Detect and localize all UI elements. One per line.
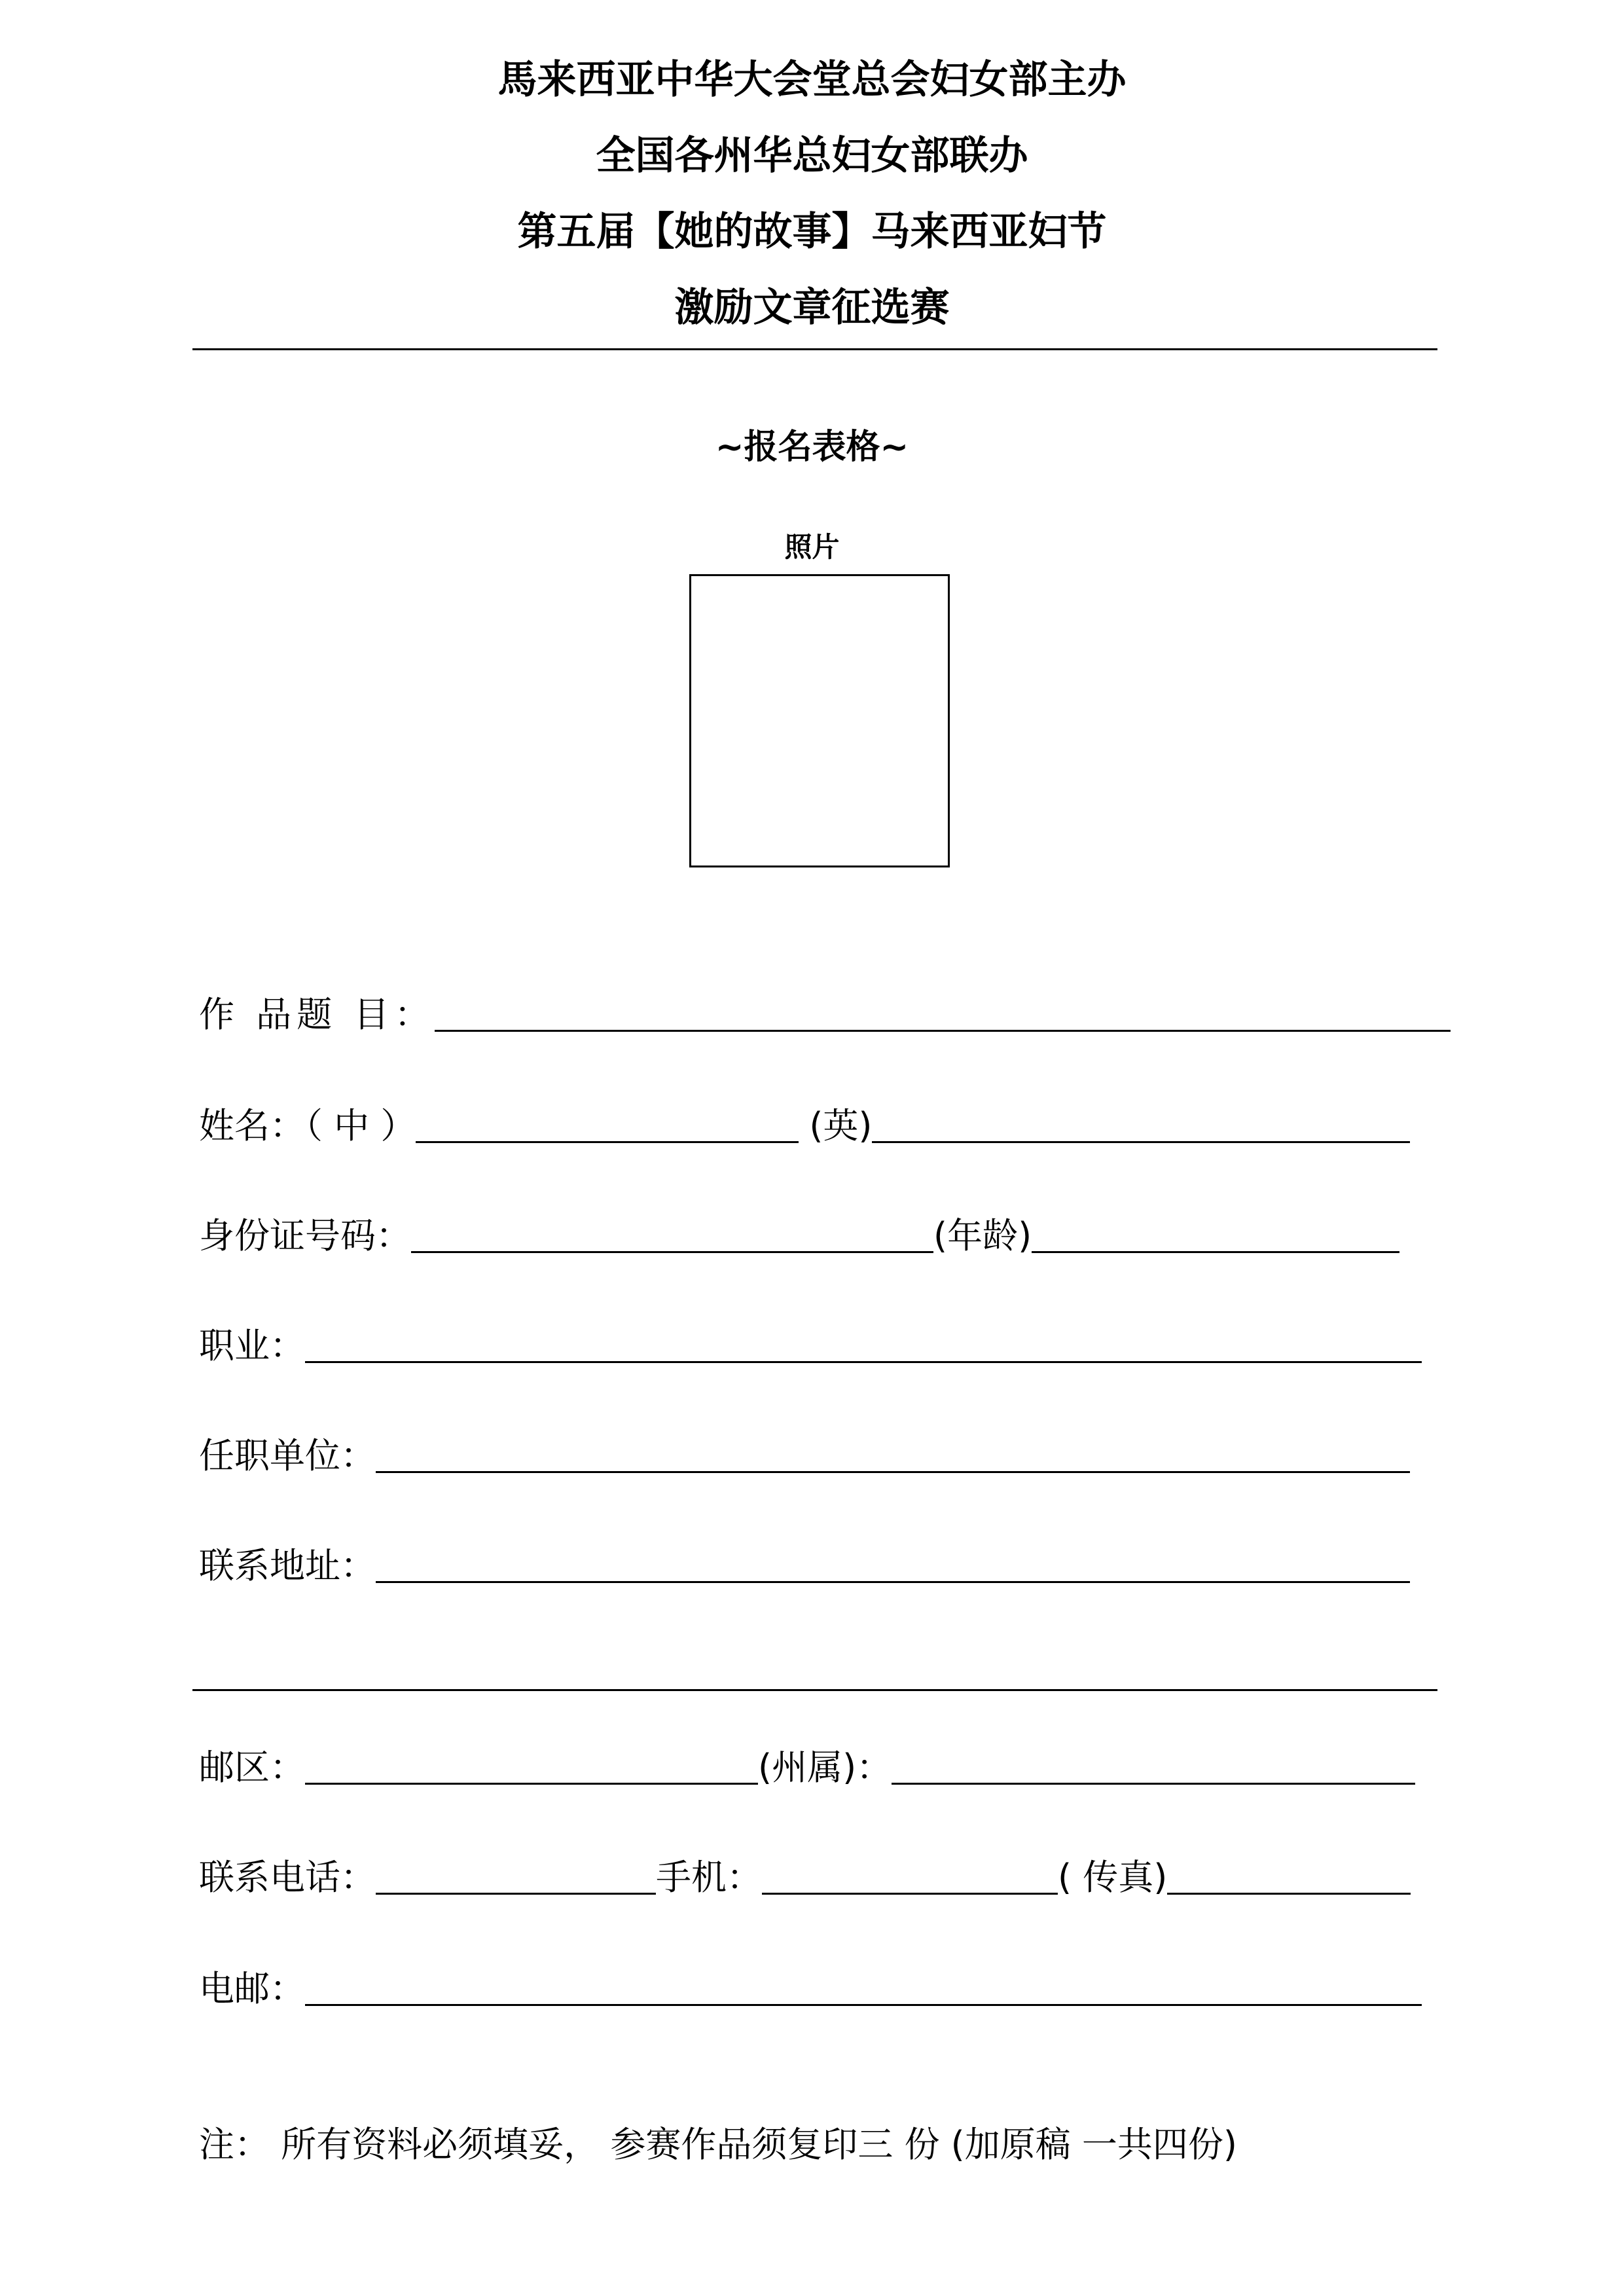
employer-field[interactable]: [376, 1471, 1410, 1473]
email-field[interactable]: [305, 2004, 1422, 2006]
address-label: 联系地址：: [199, 1545, 376, 1586]
fax-field[interactable]: [1167, 1893, 1411, 1895]
postcode-label: 邮区：: [199, 1747, 305, 1788]
header-title-line-4: 激励文章征选赛: [674, 285, 950, 331]
id-number-field[interactable]: [411, 1251, 933, 1253]
phone-label: 联系电话：: [199, 1857, 376, 1898]
header-title-line-3: 第五届【她的故事】马来西亚妇节: [517, 209, 1107, 255]
work-title-label: 作 品题 目：: [199, 994, 435, 1035]
work-title-field[interactable]: [435, 1030, 1451, 1032]
form-title: ~报名表格~: [715, 428, 909, 467]
postcode-row: [199, 1741, 1624, 1794]
id-number-row: [199, 1210, 1624, 1262]
state-field[interactable]: [892, 1783, 1415, 1785]
employer-label: 任职单位：: [199, 1435, 376, 1476]
photo-label: 照片: [784, 531, 840, 563]
phone-field[interactable]: [376, 1893, 656, 1895]
email-label: 电邮：: [199, 1968, 305, 2009]
occupation-field[interactable]: [305, 1361, 1422, 1363]
name-chinese-label: 姓名：（ 中 ）: [199, 1105, 416, 1146]
email-row: [199, 1963, 1624, 2015]
occupation-row: [199, 1320, 1624, 1372]
occupation-label: 职业：: [199, 1325, 305, 1366]
mobile-label: 手机：: [656, 1857, 762, 1898]
work-title-row: [199, 989, 1624, 1041]
photo-box[interactable]: [689, 574, 950, 867]
address-row: [199, 1540, 1624, 1592]
header-title-line-1: 馬来西亚中华大会堂总会妇女部主办: [497, 57, 1127, 103]
header-divider: [192, 348, 1437, 350]
fax-label: ( 传真): [1058, 1857, 1168, 1898]
submission-note: 注： 所有资料必须填妥， 参赛作品须复印三 份 (加原稿 一共四份): [199, 2124, 1237, 2165]
header-title-line-2: 全国各州华总妇女部联办: [596, 133, 1028, 179]
employer-row: [199, 1430, 1624, 1482]
id-number-label: 身份证号码：: [199, 1215, 411, 1256]
name-english-label: (英): [809, 1105, 873, 1146]
postcode-field[interactable]: [305, 1783, 758, 1785]
name-chinese-field[interactable]: [416, 1141, 799, 1143]
mobile-field[interactable]: [762, 1893, 1058, 1895]
age-label: (年龄): [933, 1215, 1032, 1256]
name-row: [199, 1100, 1624, 1152]
phone-row: [199, 1851, 1624, 1904]
address-field[interactable]: [376, 1581, 1410, 1583]
age-field[interactable]: [1032, 1251, 1399, 1253]
address-continuation-line[interactable]: [192, 1689, 1437, 1691]
state-label: (州属)：: [758, 1747, 892, 1788]
name-english-field[interactable]: [872, 1141, 1410, 1143]
